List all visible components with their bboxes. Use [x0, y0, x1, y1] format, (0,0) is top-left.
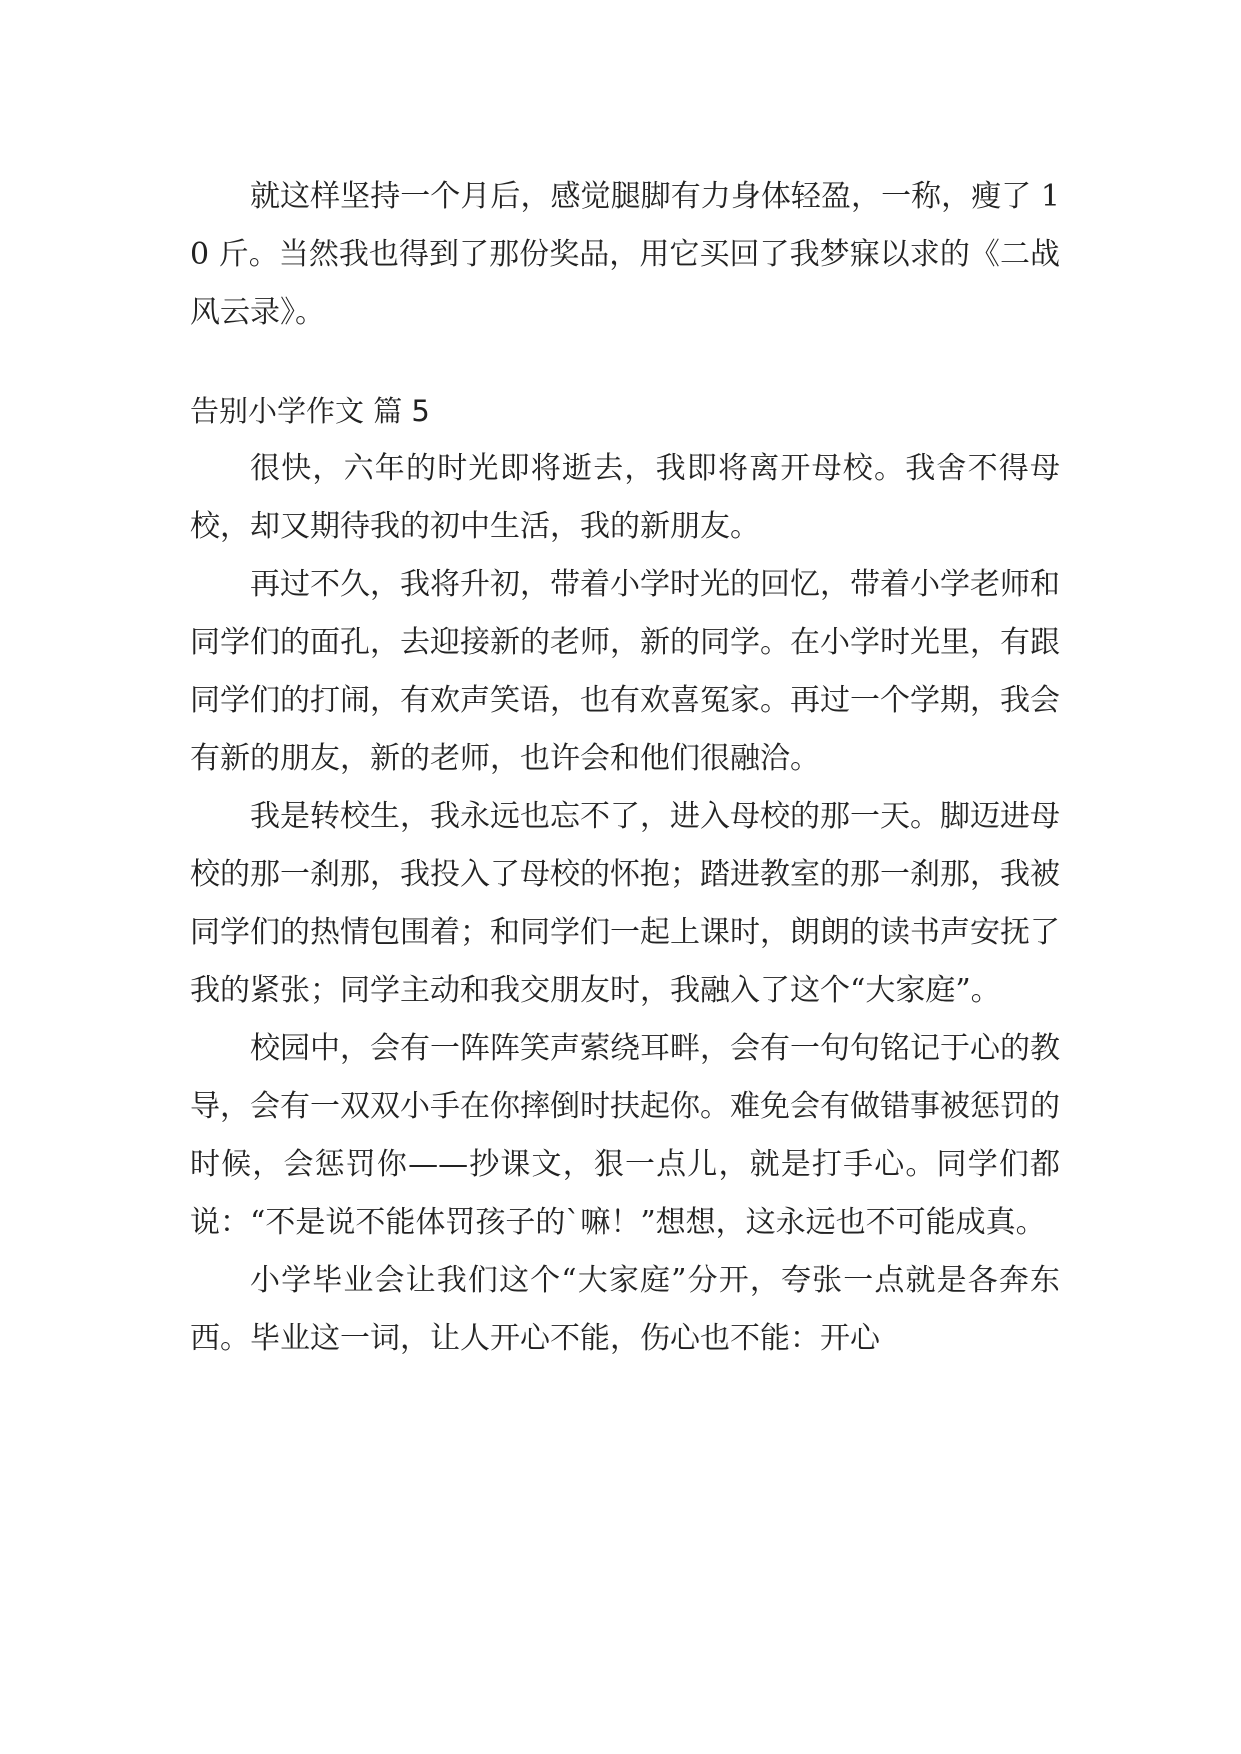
section-title: 告别小学作文 篇 5: [190, 394, 430, 428]
body-paragraph: 很快，六年的时光即将逝去，我即将离开母校。我舍不得母校，却又期待我的初中生活，我的新朋友。: [190, 451, 1060, 544]
body-paragraph: 校园中，会有一阵阵笑声萦绕耳畔，会有一句句铭记于心的教导，会有一双双小手在你摔倒时扶起你。难免会有做错事被惩罚的时候，会惩罚你——抄课文，狠一点儿，就是打手心。同学们都说：“不是说不能体罚孩子的`嘛！”想想，这永远也不可能成真。: [190, 1031, 1060, 1240]
body-paragraph: 小学毕业会让我们这个“大家庭”分开，夸张一点就是各奔东西。毕业这一词，让人开心不能，伤心也不能：开心: [190, 1263, 1060, 1356]
document-body: [190, 168, 1060, 1368]
body-paragraph: 再过不久，我将升初，带着小学时光的回忆，带着小学老师和同学们的面孔，去迎接新的老师，新的同学。在小学时光里，有跟同学们的打闹，有欢声笑语，也有欢喜冤家。再过一个学期，我会有新的朋友，新的老师，也许会和他们很融洽。: [190, 567, 1060, 776]
intro-paragraph: 就这样坚持一个月后，感觉腿脚有力身体轻盈，一称，瘦了 10 斤。当然我也得到了那份奖品，用它买回了我梦寐以求的《二战风云录》。: [190, 179, 1060, 330]
body-paragraph: 我是转校生，我永远也忘不了，进入母校的那一天。脚迈进母校的那一刹那，我投入了母校的怀抱；踏进教室的那一刹那，我被同学们的热情包围着；和同学们一起上课时，朗朗的读书声安抚了我的紧张；同学主动和我交朋友时，我融入了这个“大家庭”。: [190, 799, 1060, 1008]
